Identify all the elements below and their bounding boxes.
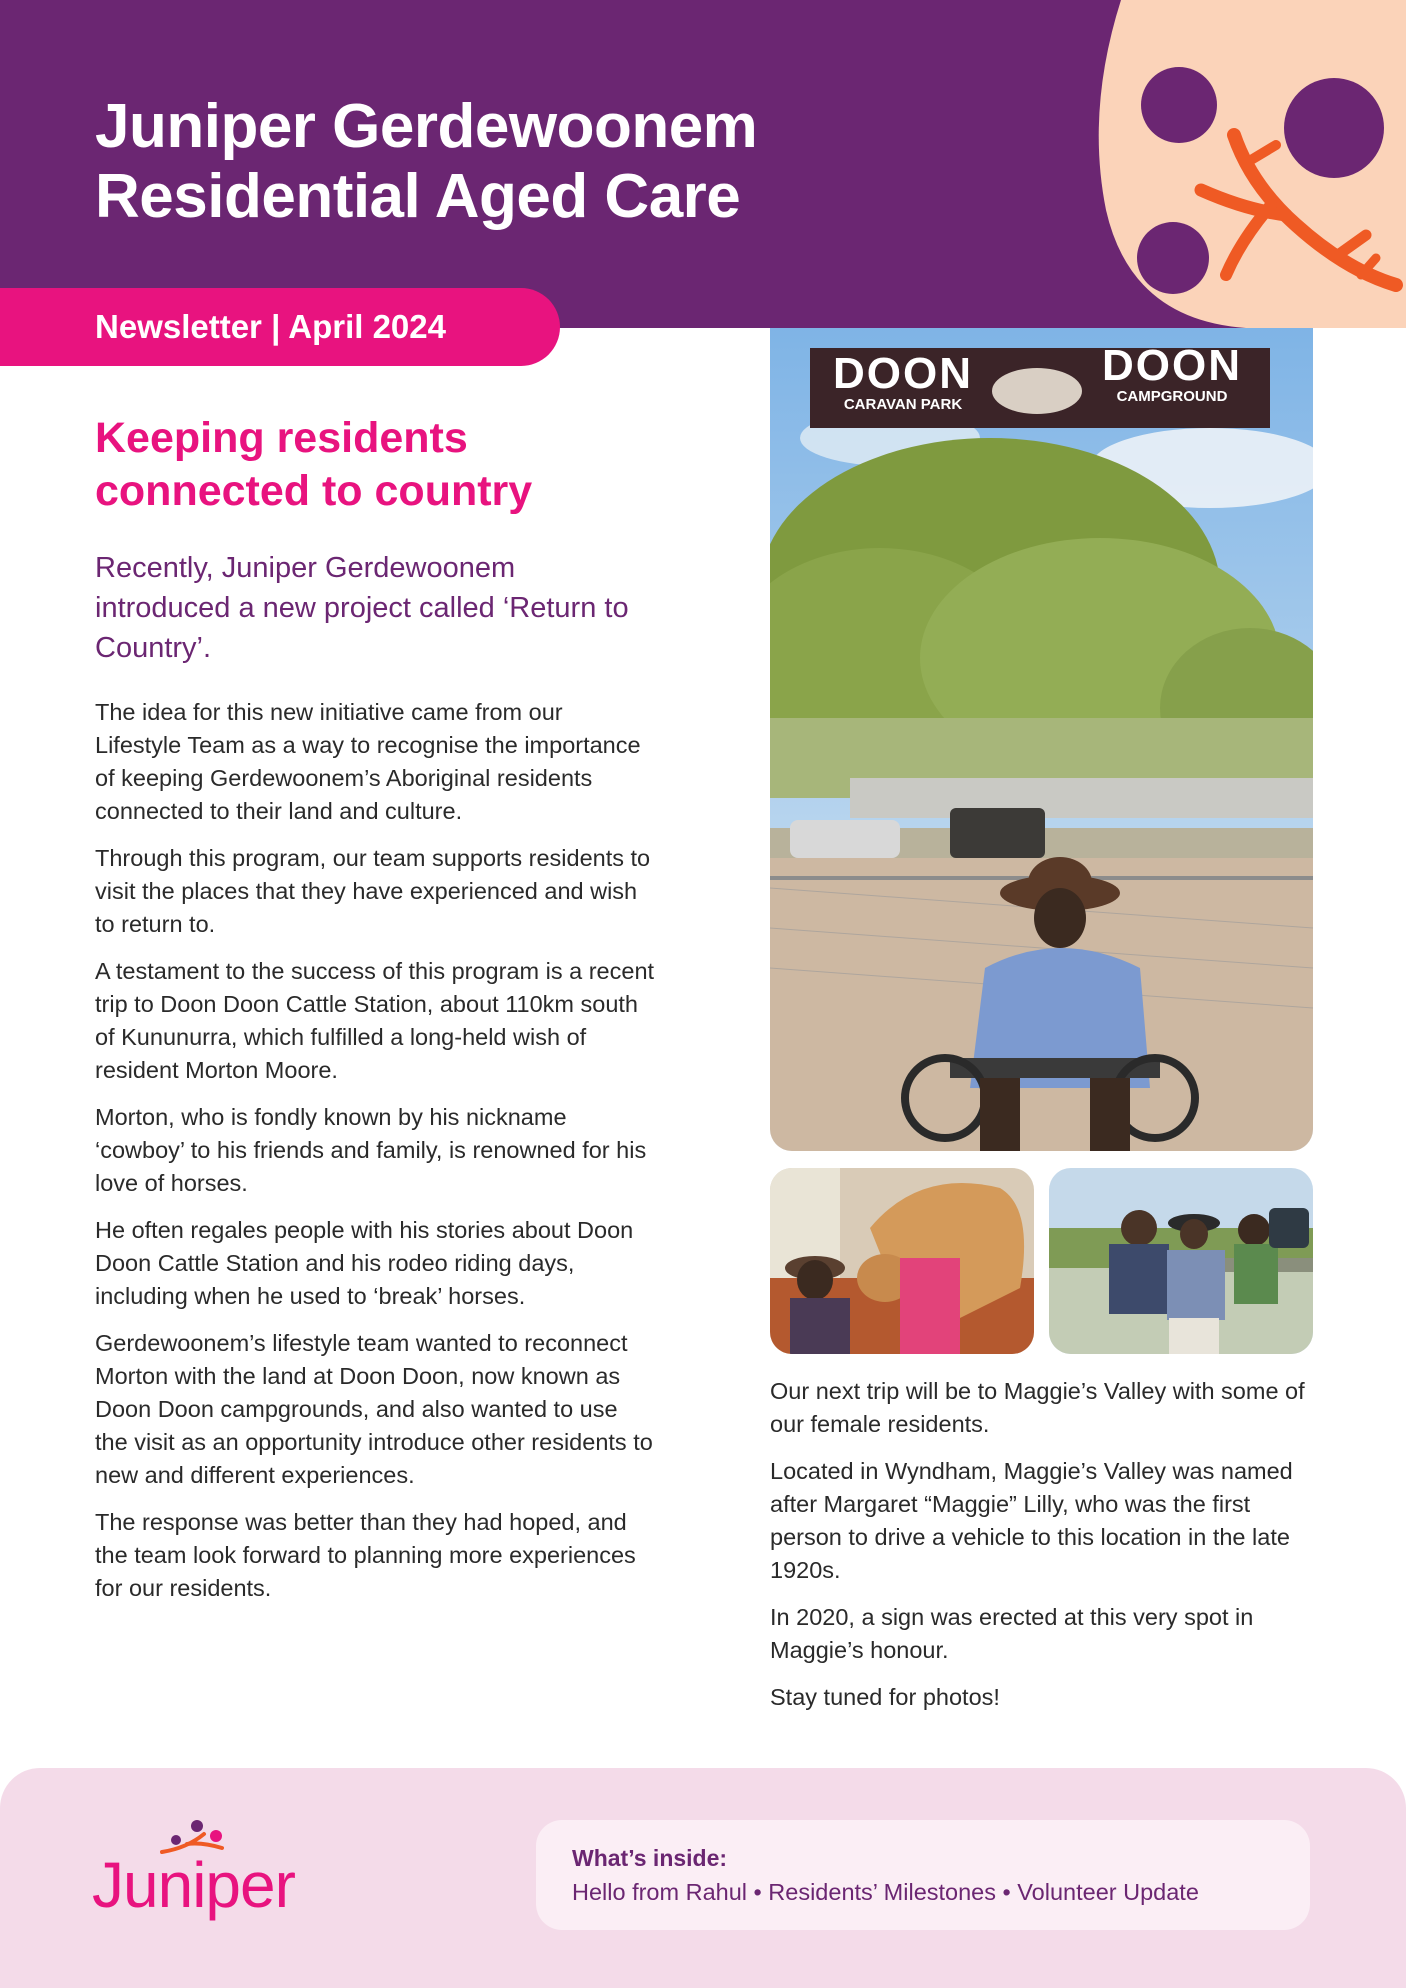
whats-inside-list: Hello from Rahul • Residents’ Milestones • Volunteer Update <box>572 1879 1199 1905</box>
body-paragraph: A testament to the success of this program is a recent trip to Doon Doon Cattle Station, about 110km south of Kununurra, which fulfilled a long-held wish of resident Morton Moore. <box>95 958 655 1083</box>
right-paragraph: Stay tuned for photos! <box>770 1684 1000 1710</box>
body-paragraph: Gerdewoonem’s lifestyle team wanted to reconnect Morton with the land at Doon Doon, now known as Doon Doon campgrounds, and also wanted to use the visit as an opportunity introduce other residents to new and different experiences. <box>95 1330 653 1488</box>
newsletter-date-badge: Newsletter | April 2024 <box>0 288 560 366</box>
sign-left-word: DOON <box>833 349 973 398</box>
juniper-berry-emblem <box>1076 0 1406 328</box>
sign-right-sub: CAMPGROUND <box>1116 388 1228 405</box>
sign-right <box>1082 341 1262 406</box>
body-paragraph: The response was better than they had hoped, and the team look forward to planning more experiences for our residents. <box>95 1509 636 1601</box>
juniper-logo-text: Juniper <box>92 1849 295 1921</box>
page-title <box>95 92 757 232</box>
title-line-2: Residential Aged Care <box>95 162 741 231</box>
photo-morton-at-doon-doon <box>770 328 1313 1151</box>
body-paragraph: He often regales people with his stories about Doon Doon Cattle Station and his rodeo riding days, including when he used to ‘break’ horses. <box>95 1217 634 1309</box>
body-paragraph: The idea for this new initiative came from our Lifestyle Team as a way to recognise the importance of keeping Gerdewoonem’s Aboriginal residents connected to their land and culture. <box>95 699 641 824</box>
whats-inside-box <box>536 1820 1310 1930</box>
header-banner <box>0 0 1406 328</box>
juniper-logo <box>92 1818 372 1928</box>
sign-right-word: DOON <box>1102 341 1242 390</box>
sign-left-sub: CARAVAN PARK <box>843 396 963 413</box>
headline-line-2: connected to country <box>95 467 533 515</box>
body-paragraph: Through this program, our team supports residents to visit the places that they have experienced and wish to return to. <box>95 845 651 937</box>
title-line-1: Juniper Gerdewoonem <box>95 92 758 161</box>
body-paragraph: Morton, who is fondly known by his nickname ‘cowboy’ to his friends and family, is renowned for his love of horses. <box>95 1104 647 1196</box>
photo-residents-picnic <box>1049 1168 1313 1354</box>
sign-left <box>818 349 988 414</box>
right-paragraph: Our next trip will be to Maggie’s Valley with some of our female residents. <box>770 1378 1305 1437</box>
right-paragraph: In 2020, a sign was erected at this very spot in Maggie’s honour. <box>770 1604 1254 1663</box>
sign-fish-motif <box>992 368 1082 414</box>
right-paragraph: Located in Wyndham, Maggie’s Valley was named after Margaret “Maggie” Lilly, who was the first person to drive a vehicle to this location in the late 1920s. <box>770 1458 1293 1583</box>
article-intro: Recently, Juniper Gerdewoonem introduced a new project called ‘Return to Country’. <box>95 552 629 664</box>
article-headline <box>95 412 655 518</box>
article-body <box>95 696 655 1605</box>
article-right-column <box>770 1375 1315 1728</box>
whats-inside-title: What’s inside: <box>572 1845 728 1871</box>
headline-line-1: Keeping residents <box>95 414 468 462</box>
article-left-column <box>95 412 655 1619</box>
photo-resident-with-horse <box>770 1168 1034 1354</box>
